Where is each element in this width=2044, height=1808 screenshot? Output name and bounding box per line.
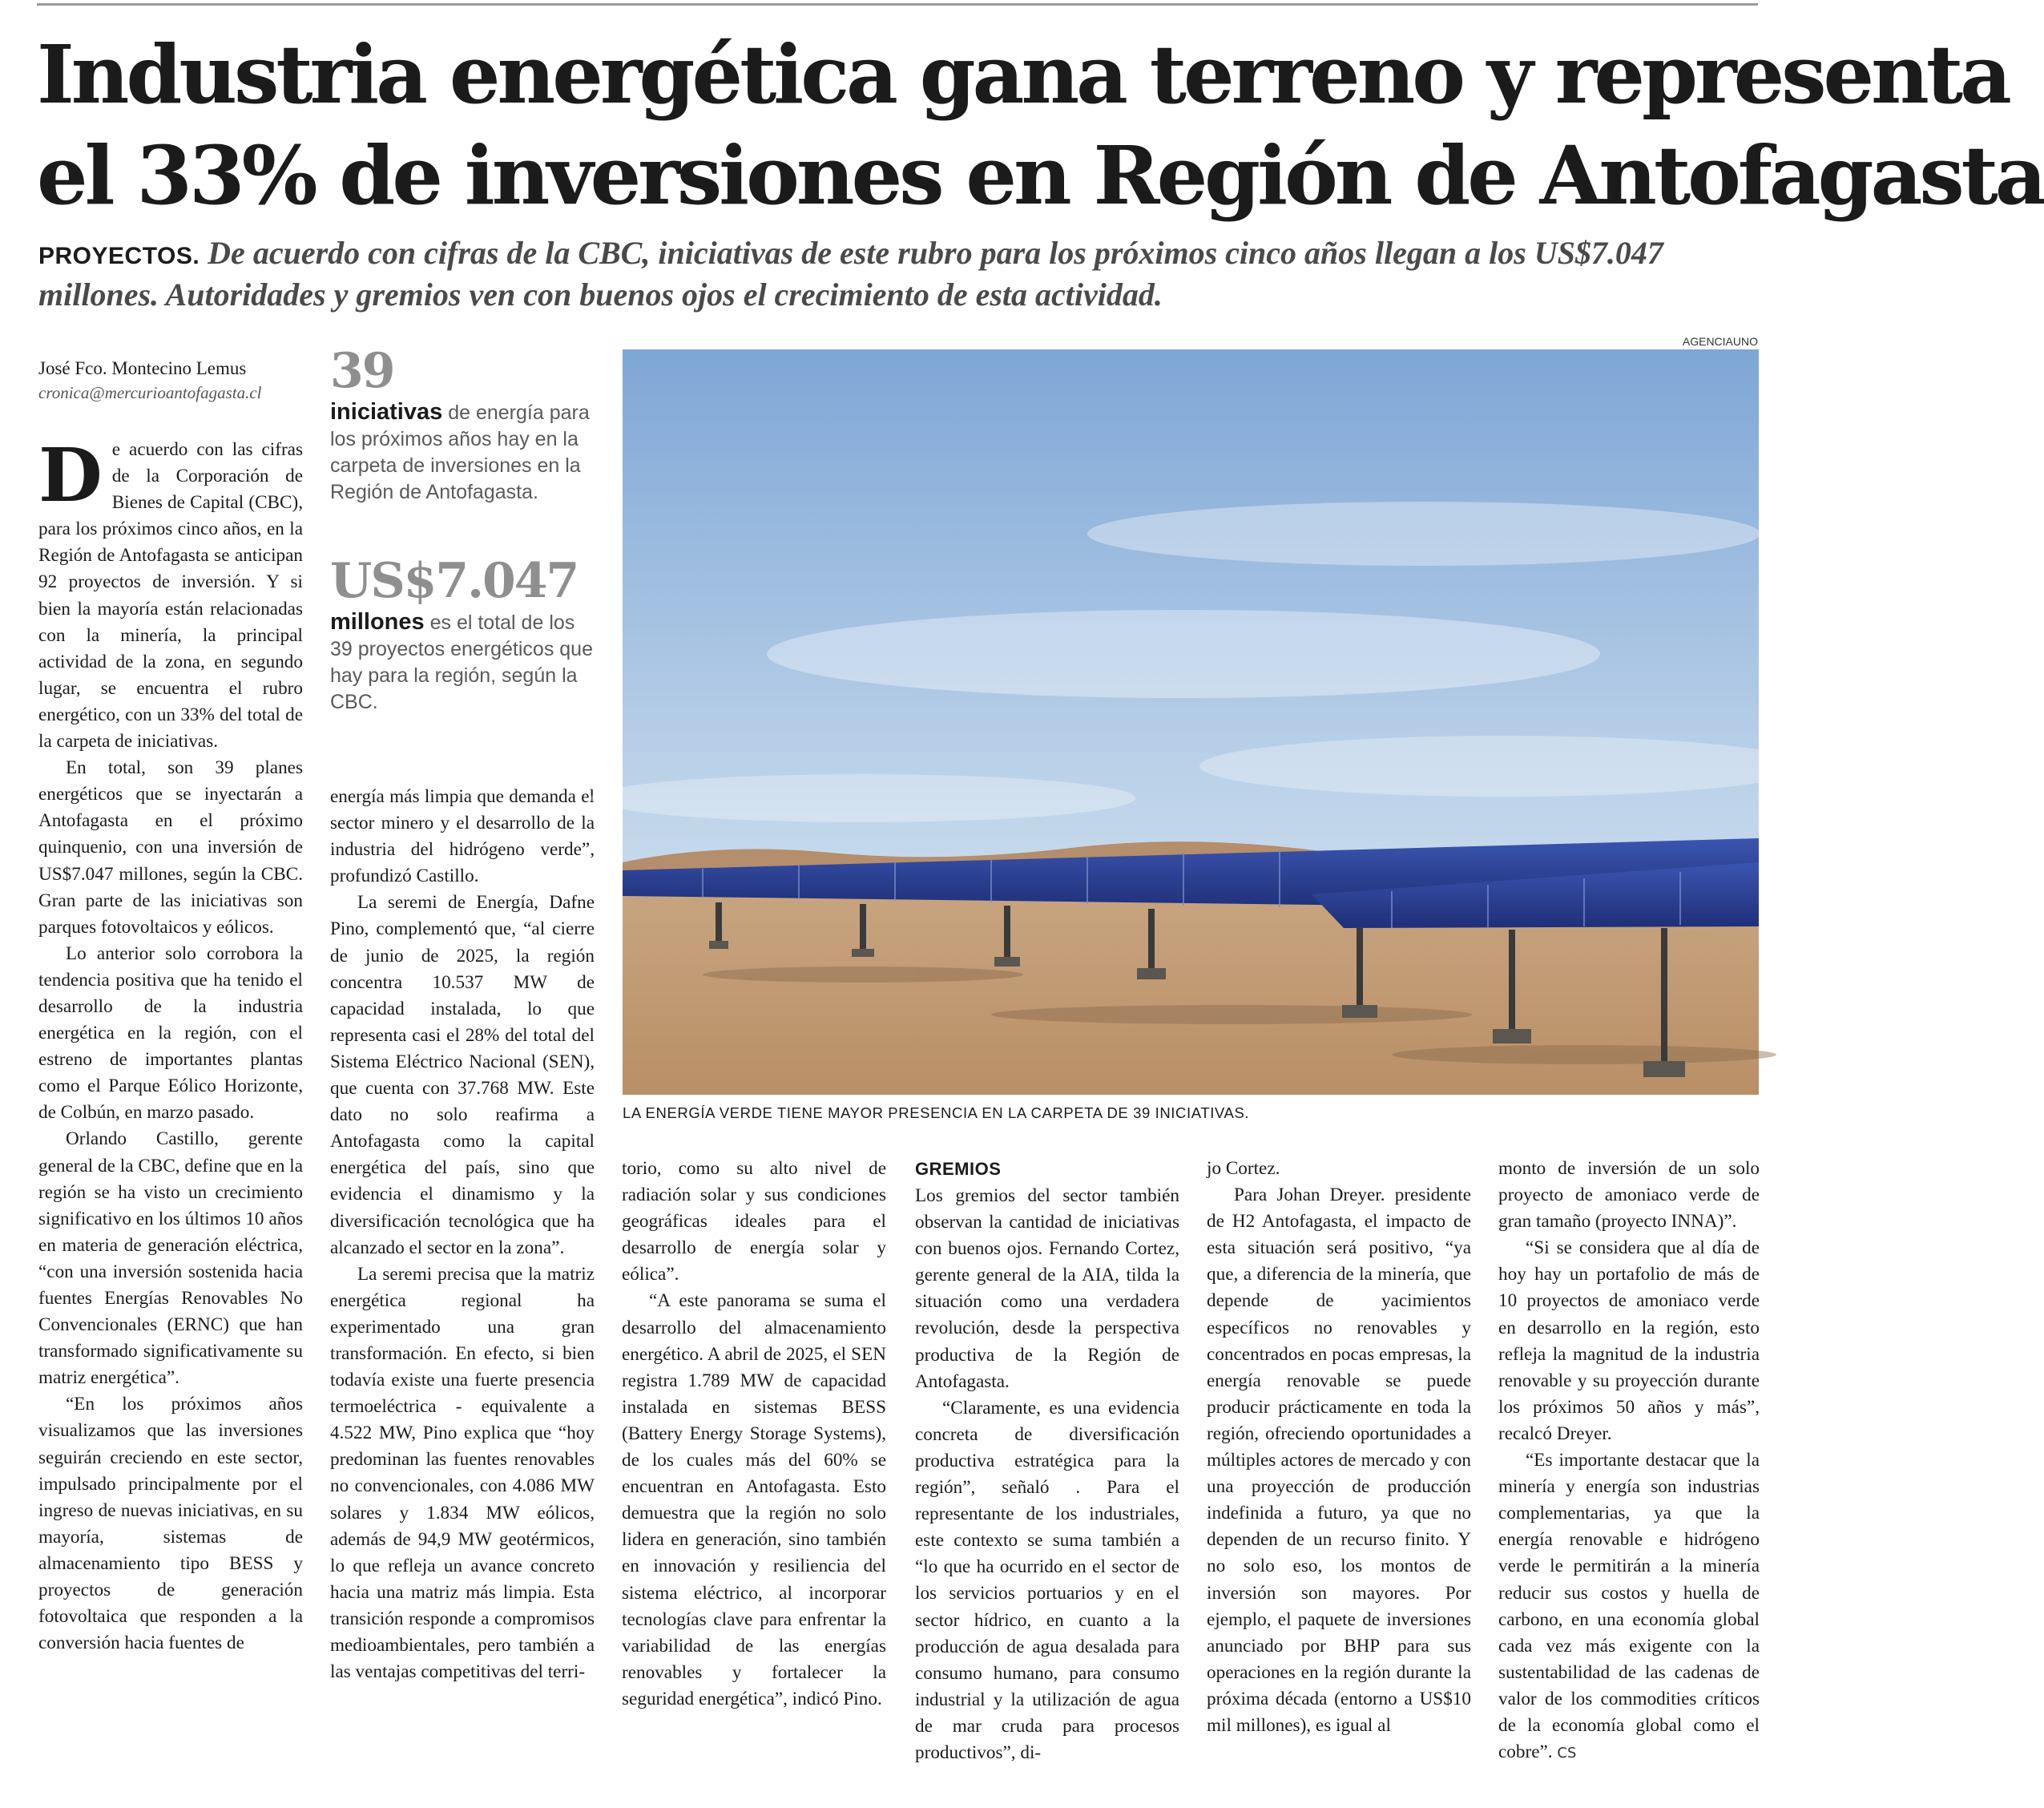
paragraph: “A este panorama se suma el desarrollo del almacenamiento energético. A abril de 2025, el SEN registra 1.789 MW de capacidad instalada en sistemas BESS (Battery Energy Storage Systems), de los cuales más del 60% se encuentran en Antofagasta. Esto demuestra que la región no solo lidera en generación, sino también en innovación y resiliencia del sistema eléctrico, al incorporar tecnologías clave para enfrentar la variabilidad de las energías renovables y fortalecer la seguridad energética”, indicó Pino.	[622, 1290, 886, 1709]
paragraph: “Si se considera que al día de hoy hay un portafolio de más de 10 proyectos de amoniaco verde en desarrollo en la región, esto refleja la magnitud de la industria renovable y su proyección durante los próximos 50 años y más”, recalcó Dreyer.	[1498, 1237, 1760, 1444]
paragraph-text: “Es importante destacar que la minería y energía son industrias complementarias, ya que la energía renovable e hidrógeno verde le permitirán a la minería reducir sus costos y huella de carbono, en una economía global cada vez más exigente con la sustentabilidad de las cadenas de valor de los commodities críticos de la economía global como el cobre”.	[1498, 1450, 1760, 1763]
text-column-6	[1498, 1156, 1760, 1802]
text-column-3	[622, 1156, 886, 1802]
fact-description: de energía para los próximos años hay en la carpeta de inversiones en la Región de Antofagasta.	[330, 402, 590, 503]
author-email: cronica@mercurioantofagasta.cl	[38, 383, 262, 402]
headline	[37, 24, 2044, 226]
fact-text	[330, 609, 595, 716]
paragraph: energía más limpia que demanda el sector minero y el desarrollo de la industria del hidrógeno verde”, profundizó Castillo.	[330, 786, 595, 887]
fact-number: 39	[330, 343, 394, 399]
paragraph: Los gremios del sector también observan la cantidad de iniciativas con buenos ojos. Fernando Cortez, gerente general de la AIA, tilda la situación como una verdadera revolución, desde la perspectiva productiva de la Región de Antofagasta.	[915, 1185, 1179, 1392]
paragraph: La seremi de Energía, Dafne Pino, complementó que, “al cierre de junio de 2025, la región concentra 10.537 MW de capacidad instalada, lo que representa casi el 28% del total del Sistema Eléctrico Nacional (SEN), que cuenta con 37.768 MW. Este dato no solo reafirma a Antofagasta como la capital energética del país, sino que evidencia el dinamismo y la diversificación tecnológica que ha alcanzado el sector en la zona”.	[330, 892, 595, 1258]
paragraph: “En los próximos años visualizamos que las inversiones seguirán creciendo en este sector, impulsado principalmente por el ingreso de nuevas iniciativas, en su mayoría, sistemas de almacenamiento tipo BESS y proyectos de generación fotovoltaica que responden a la conversión hacia fuentes de	[38, 1394, 303, 1654]
paragraph: “Claramente, es una evidencia concreta de diversificación productiva estratégica para la región”, señaló . Para el representante de los industriales, este contexto se suma también a “lo que ha ocurrido en el sector de los servicios portuarios y en el sector hídrico, en cuanto a la producción de agua desalada para consumo humano, para consumo industrial y la utilización de agua de mar cruda para procesos productivos”, di-	[915, 1397, 1179, 1763]
photo-credit: AGENCIAUNO	[1682, 335, 1758, 348]
fact-bold: iniciativas	[330, 399, 443, 425]
paragraph: En total, son 39 planes energéticos que se inyectarán a Antofagasta en el próximo quinquenio, con una inversión de US$7.047 millones, según la CBC. Gran parte de las iniciativas son parques fotovoltaicos y eólicos.	[38, 757, 303, 938]
text-column-4	[915, 1156, 1179, 1802]
paragraph: monto de inversión de un solo proyecto de amoniaco verde de gran tamaño (proyecto INNA)”.	[1498, 1158, 1760, 1233]
fact-bold: millones	[330, 609, 425, 635]
paragraph: La seremi precisa que la matriz energética regional ha experimentado una gran transformación. En efecto, si bien todavía existe una fuerte presencia termoeléctrica - equivalente a 4.522 MW, Pino explica que “hoy predominan las fuentes renovables no convencionales, con 4.086 MW solares y 1.834 MW eólicos, además de 94,9 MW geotérmicos, lo que refleja un avance concreto hacia una matriz más limpia. Esta transición responde a compromisos medioambientales, pero también a las ventajas competitivas del terri-	[330, 1263, 595, 1683]
paragraph-text: e acuerdo con las cifras de la Corporación de Bienes de Capital (CBC), para los próximos cinco años, en la Región de Antofagasta se anticipan 92 proyectos de inversión. Y si bien la mayoría están relacionadas con la minería, la principal actividad de la zona, en segundo lugar, se encuentra el rubro energético, con un 33% del total de la carpeta de iniciativas.	[38, 439, 303, 753]
solar-farm-photo	[623, 349, 1759, 1095]
photo-caption: LA ENERGÍA VERDE TIENE MAYOR PRESENCIA EN LA CARPETA DE 39 INICIATIVAS.	[623, 1104, 1250, 1121]
paragraph: Para Johan Dreyer. presidente de H2 Antofagasta, el impacto de esta situación será positivo, “ya que, a diferencia de la minería, que depende de yacimientos específicos no renovables y concentrados en pocas empresas, la energía renovable se puede producir prácticamente en toda la región, ofreciendo oportunidades a múltiples actores de mercado y con una proyección de producción indefinida a futuro, ya que no dependen de un recurso finito. Y no solo eso, los montos de inversión son mayores. Por ejemplo, el paquete de inversiones anunciado por BHP para sus operaciones en la región durante la próxima década (entorno a US$10 mil millones), es igual al	[1207, 1184, 1471, 1736]
fact-box-initiatives	[330, 343, 595, 506]
paragraph: Lo anterior solo corrobora la tendencia positiva que ha tenido el desarrollo de la industria energética en la región, con el estreno de importantes plantas como el Parque Eólico Horizonte, de Colbún, en marzo pasado.	[38, 942, 303, 1124]
drop-cap: D	[38, 432, 103, 519]
paragraph	[38, 432, 303, 755]
deck-text: De acuerdo con cifras de la CBC, iniciativas de este rubro para los próximos cinco años llegan a los US$7.047 millones. Autoridades y gremios ven con buenos ojos el crecimiento de esta actividad.	[38, 235, 1663, 313]
paragraph: jo Cortez.	[1207, 1158, 1280, 1179]
text-column-2	[330, 784, 595, 1802]
fact-text	[330, 399, 595, 506]
fact-number: US$7.047	[330, 553, 579, 609]
paragraph: torio, como su alto nivel de radiación solar y sus condiciones geográficas ideales para el desarrollo de energía solar y eólica”.	[622, 1158, 886, 1285]
deck	[38, 234, 1761, 314]
fact-description: es el total de los 39 proyectos energéticos que hay para la región, según la CBC.	[330, 611, 593, 713]
fact-box-investment	[330, 553, 595, 716]
end-mark-icon: CS	[1557, 1745, 1577, 1762]
byline	[38, 357, 303, 405]
deck-kicker: PROYECTOS.	[38, 243, 200, 269]
paragraph	[1498, 1447, 1760, 1766]
solar-farm-illustration	[623, 349, 1759, 1095]
top-rule	[37, 3, 1758, 6]
headline-line-2: el 33% de inversiones en Región de Antofagasta	[37, 128, 2044, 223]
text-column-5	[1207, 1156, 1471, 1802]
section-subhead: GREMIOS	[915, 1159, 1002, 1179]
text-column-1	[38, 432, 303, 1799]
paragraph: Orlando Castillo, gerente general de la CBC, define que en la región se ha visto un crecimiento significativo en los últimos 10 años en materia de generación eléctrica, “con una inversión sostenida hacia fuentes Energías Renovables No Convencionales (ERNC) que han transformado significativamente su matriz energética”.	[38, 1128, 303, 1389]
headline-line-1: Industria energética gana terreno y representa	[37, 27, 2009, 122]
author-name: José Fco. Montecino Lemus	[38, 358, 247, 378]
